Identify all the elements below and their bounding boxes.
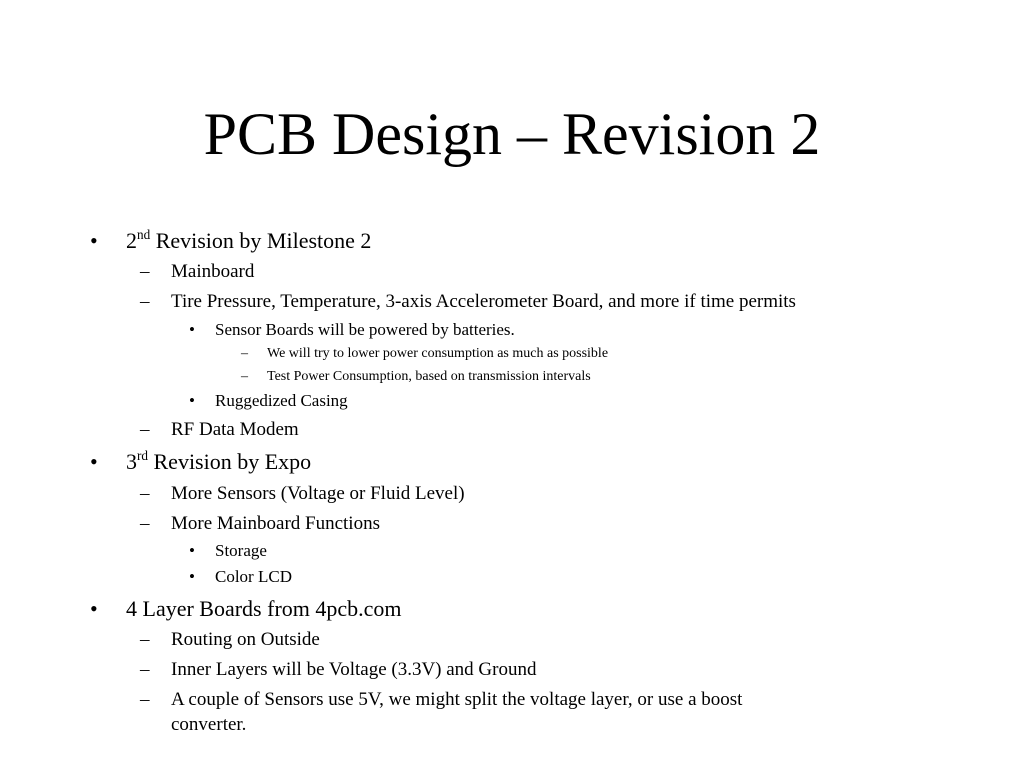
bullet-marker: – — [140, 261, 150, 282]
bullet-marker: – — [140, 659, 150, 680]
bullet-text: Ruggedized Casing — [215, 391, 348, 410]
bullet-text: 4 Layer Boards from 4pcb.com — [126, 596, 402, 621]
bullet-marker: – — [241, 369, 248, 384]
bullet-marker: • — [189, 320, 195, 339]
bullet-text: 3rd Revision by Expo — [126, 448, 312, 474]
bullet-text: More Sensors (Voltage or Fluid Level) — [171, 483, 465, 504]
bullet-marker: – — [241, 346, 248, 361]
bullet-marker: • — [90, 228, 98, 253]
bullet-text: RF Data Modem — [171, 419, 299, 440]
bullet-marker: • — [90, 596, 98, 621]
bullet-marker: • — [189, 567, 195, 586]
bullet-text: converter. — [171, 714, 247, 735]
bullet-text: Mainboard — [171, 261, 255, 282]
bullet-text: Inner Layers will be Voltage (3.3V) and Ground — [171, 659, 537, 680]
bullet-marker: – — [140, 419, 150, 440]
bullet-marker: • — [90, 449, 98, 474]
bullet-marker: • — [189, 541, 195, 560]
bullet-text: Tire Pressure, Temperature, 3-axis Accelerometer Board, and more if time permits — [171, 291, 796, 312]
bullet-text: Test Power Consumption, based on transmission intervals — [267, 369, 591, 384]
bullet-text: A couple of Sensors use 5V, we might split the voltage layer, or use a boost — [171, 689, 743, 710]
bullet-marker: – — [140, 291, 150, 312]
bullet-text: Routing on Outside — [171, 629, 320, 650]
bullet-marker: – — [140, 513, 150, 534]
bullet-marker: – — [140, 689, 150, 710]
bullet-marker: – — [140, 483, 150, 504]
bullet-text: Sensor Boards will be powered by batteries. — [215, 320, 515, 339]
slide-title: PCB Design – Revision 2 — [203, 101, 821, 167]
bullet-marker: – — [140, 629, 150, 650]
bullet-text: More Mainboard Functions — [171, 513, 380, 534]
bullet-marker: • — [189, 391, 195, 410]
bullet-text: Storage — [215, 541, 267, 560]
bullet-text: 2nd Revision by Milestone 2 — [126, 227, 372, 253]
bullet-text: Color LCD — [215, 567, 292, 586]
bullet-text: We will try to lower power consumption as much as possible — [267, 346, 609, 361]
